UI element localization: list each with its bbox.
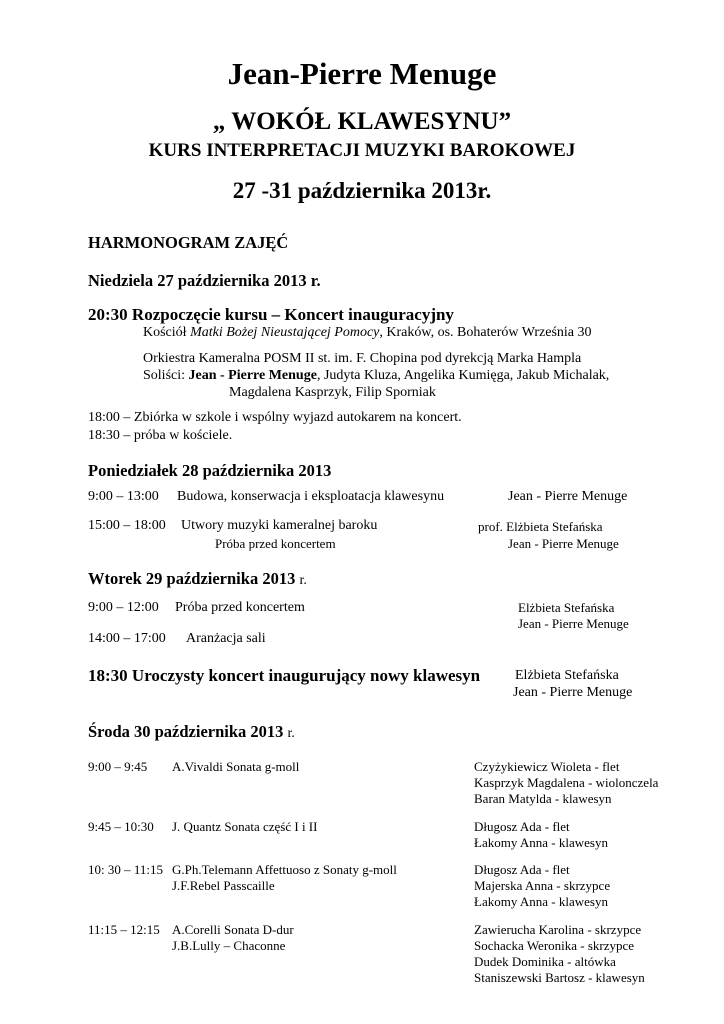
tuesday-r1-person: Elżbieta Stefańska	[518, 600, 615, 615]
tuesday-r1-title: Próba przed koncertem	[175, 600, 305, 615]
sunday-soloists-line2: Magdalena Kasprzyk, Filip Sporniak	[229, 385, 436, 400]
wednesday-row-4-piece-1: A.Corelli Sonata D-dur	[172, 922, 294, 937]
monday-r2-title: Utwory muzyki kameralnej baroku	[181, 518, 378, 533]
wednesday-row-1-performer-2: Kasprzyk Magdalena - wiolonczela	[474, 775, 659, 790]
sunday-event: 20:30 Rozpoczęcie kursu – Koncert inauguracyjny	[88, 305, 454, 324]
sunday-heading-text: Niedziela 27 października 2013	[88, 271, 307, 290]
course-leader-name: Jean-Pierre Menuge	[227, 56, 497, 91]
wednesday-row-3-performer-3: Łakomy Anna - klawesyn	[474, 894, 608, 909]
wednesday-heading	[88, 722, 295, 742]
sunday-heading	[88, 271, 321, 291]
wednesday-row-3-performer-2: Majerska Anna - skrzypce	[474, 878, 611, 893]
schedule-title: HARMONOGRAM ZAJĘĆ	[88, 233, 289, 252]
monday-r2-sub: Próba przed koncertem	[215, 536, 336, 551]
wednesday-row-4-time: 11:15 – 12:15	[88, 922, 160, 937]
wednesday-row-2-performer-1: Długosz Ada - flet	[474, 819, 570, 834]
course-subtitle: KURS INTERPRETACJI MUZYKI BAROKOWEJ	[148, 140, 576, 161]
sunday-note-1: 18:00 – Zbiórka w szkole i wspólny wyjazd autokarem na koncert.	[88, 410, 462, 425]
wednesday-row-1-piece-1: A.Vivaldi Sonata g-moll	[172, 759, 300, 774]
wednesday-row-4-performer-4: Staniszewski Bartosz - klawesyn	[474, 970, 645, 985]
monday-r1-person: Jean - Pierre Menuge	[508, 489, 628, 504]
wednesday-row-3-time: 10: 30 – 11:15	[88, 862, 163, 877]
venue-address: , Kraków, os. Bohaterów Września 30	[379, 325, 592, 340]
sunday-soloists	[143, 368, 609, 384]
monday-r2-time: 15:00 – 18:00	[88, 518, 166, 533]
wednesday-row-2-piece-1: J. Quantz Sonata część I i II	[172, 819, 318, 834]
course-dates: 27 -31 października 2013r.	[232, 178, 492, 203]
tuesday-concert-person2: Jean - Pierre Menuge	[513, 685, 633, 700]
tuesday-concert-person: Elżbieta Stefańska	[515, 668, 619, 683]
monday-r1-time: 9:00 – 13:00	[88, 489, 159, 504]
wednesday-row-1-performer-3: Baran Matylda - klawesyn	[474, 791, 612, 806]
tuesday-r2-title: Aranżacja sali	[186, 631, 266, 646]
tuesday-r2-time: 14:00 – 17:00	[88, 631, 166, 646]
soloists-rest: , Judyta Kluza, Angelika Kumięga, Jakub Michalak,	[316, 368, 610, 383]
wednesday-heading-text: Środa 30 października 2013	[88, 722, 284, 741]
wednesday-row-3-performer-1: Długosz Ada - flet	[474, 862, 570, 877]
sunday-note-2: 18:30 – próba w kościele.	[88, 428, 233, 443]
wednesday-row-4-performer-2: Sochacka Weronika - skrzypce	[474, 938, 635, 953]
tuesday-heading-suffix: r.	[299, 573, 307, 588]
wednesday-row-1-time: 9:00 – 9:45	[88, 759, 148, 774]
wednesday-row-4-performer-1: Zawierucha Karolina - skrzypce	[474, 922, 642, 937]
tuesday-r1-time: 9:00 – 12:00	[88, 600, 159, 615]
wednesday-heading-suffix: r.	[287, 726, 295, 741]
wednesday-row-2-performer-2: Łakomy Anna - klawesyn	[474, 835, 608, 850]
wednesday-row-4-performer-3: Dudek Dominika - altówka	[474, 954, 616, 969]
sunday-heading-suffix: r.	[310, 271, 321, 290]
monday-heading: Poniedziałek 28 października 2013	[88, 461, 332, 480]
tuesday-concert: 18:30 Uroczysty koncert inaugurujący nowy klawesyn	[88, 666, 481, 685]
tuesday-r1-person2: Jean - Pierre Menuge	[518, 616, 629, 631]
wednesday-row-3-piece-2: J.F.Rebel Passcaille	[172, 878, 275, 893]
venue-church-name: Matki Bożej Nieustającej Pomocy	[190, 325, 380, 340]
monday-r2-person2: Jean - Pierre Menuge	[508, 536, 619, 551]
monday-r2-person: prof. Elżbieta Stefańska	[478, 519, 603, 534]
soloists-label: Soliści:	[143, 368, 189, 383]
wednesday-row-3-piece-1: G.Ph.Telemann Affettuoso z Sonaty g-moll	[172, 862, 397, 877]
tuesday-heading	[88, 569, 307, 589]
soloists-main: Jean - Pierre Menuge	[188, 368, 317, 383]
sunday-orchestra: Orkiestra Kameralna POSM II st. im. F. Chopina pod dyrekcją Marka Hampla	[143, 351, 582, 366]
wednesday-row-2-time: 9:45 – 10:30	[88, 819, 154, 834]
wednesday-row-4-piece-2: J.B.Lully – Chaconne	[172, 938, 286, 953]
course-title: „ WOKÓŁ KLAWESYNU”	[212, 108, 512, 135]
monday-r1-title: Budowa, konserwacja i eksploatacja klawesynu	[177, 489, 445, 504]
sunday-venue	[143, 325, 592, 341]
tuesday-heading-text: Wtorek 29 października 2013	[88, 569, 296, 588]
venue-prefix: Kościół	[143, 325, 191, 340]
wednesday-row-1-performer-1: Czyżykiewicz Wioleta - flet	[474, 759, 620, 774]
